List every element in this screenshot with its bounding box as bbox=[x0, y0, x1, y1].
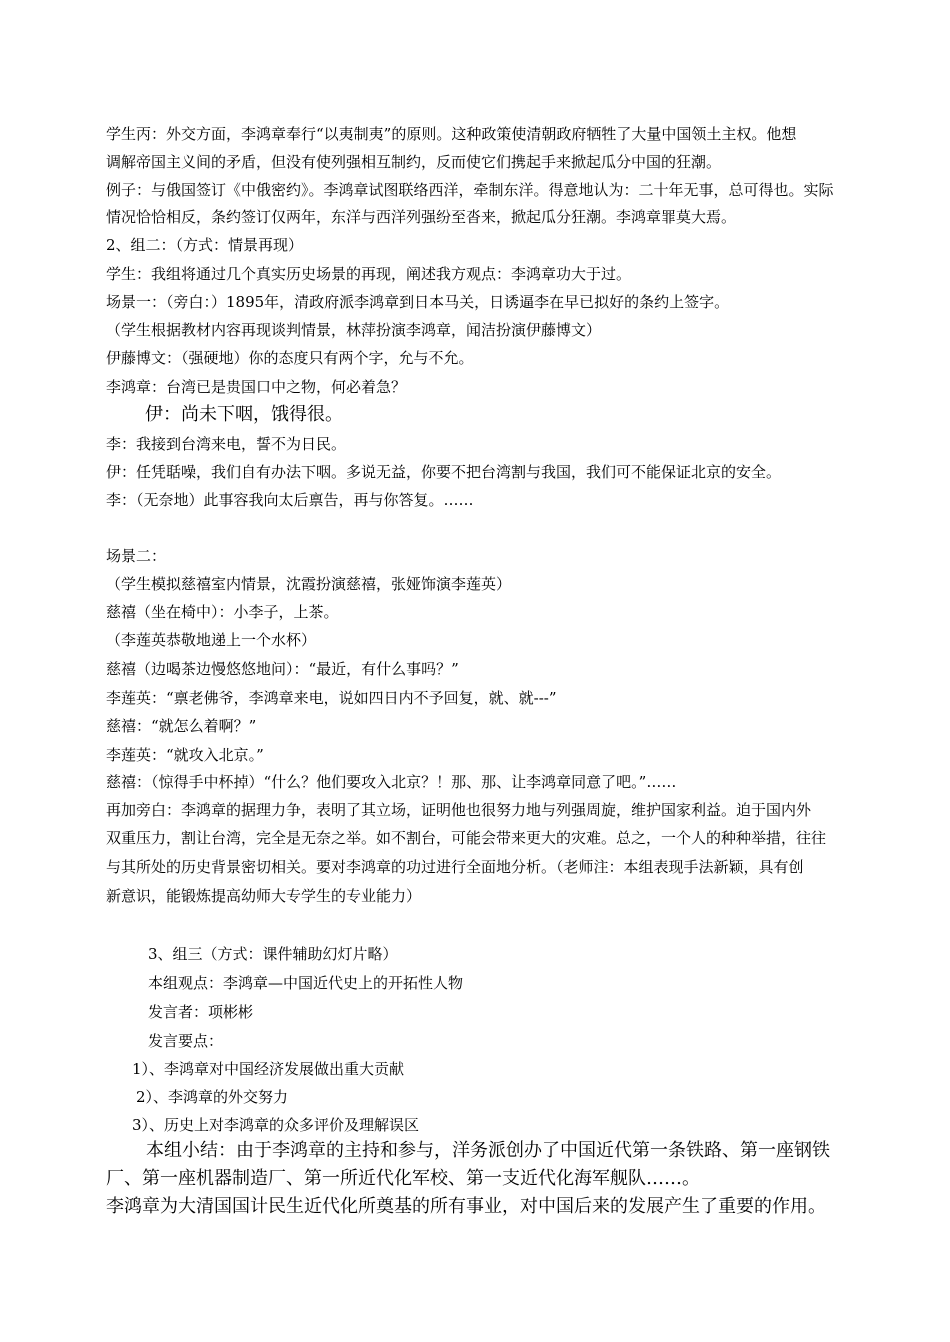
text-line: 李：（无奈地）此事容我向太后禀告，再与你答复。…… bbox=[106, 491, 474, 509]
text-line: 李：我接到台湾来电，誓不为日民。 bbox=[106, 435, 347, 453]
text-line: 厂、第一座机器制造厂、第一所近代化军校、第一支近代化海军舰队……。 bbox=[106, 1168, 700, 1189]
text-line: （学生模拟慈禧室内情景，沈霞扮演慈禧，张娅饰演李莲英） bbox=[106, 575, 512, 593]
text-line: 伊：尚未下咽，饿得很。 bbox=[145, 404, 343, 425]
text-line: 伊：任凭聒噪，我们自有办法下咽。多说无益，你要不把台湾割与我国，我们可不能保证北京的安全。 bbox=[106, 463, 782, 481]
list-item: 3）、历史上对李鸿章的众多评价及理解误区 bbox=[132, 1116, 420, 1134]
text-line: 学生：我组将通过几个真实历史场景的再现，阐述我方观点：李鸿章功大于过。 bbox=[106, 265, 632, 283]
text-line: 场景一：（旁白：）1895年，清政府派李鸿章到日本马关，日诱逼李在早已拟好的条约上签字。 bbox=[106, 293, 730, 311]
list-item: 2）、李鸿章的外交努力 bbox=[136, 1088, 289, 1106]
text-line: 李莲英：“就攻入北京。” bbox=[106, 746, 264, 764]
text-line: 场景二： bbox=[106, 547, 167, 565]
text-line: 双重压力，割让台湾，完全是无奈之举。如不割台，可能会带来更大的灾难。总之，一个人的种种举措，往往 bbox=[106, 829, 827, 847]
text-line: 本组观点：李鸿章—中国近代史上的开拓性人物 bbox=[148, 974, 464, 992]
list-item: 1）、李鸿章对中国经济发展做出重大贡献 bbox=[132, 1060, 405, 1078]
text-line: 与其所处的历史背景密切相关。要对李鸿章的功过进行全面地分析。（老师注：本组表现手法新颖，具有创 bbox=[106, 858, 804, 876]
text-line: 新意识，能锻炼提高幼师大专学生的专业能力） bbox=[106, 887, 422, 905]
text-line: 慈禧（坐在椅中）：小李子，上茶。 bbox=[106, 603, 339, 621]
text-line: 李鸿章为大清国国计民生近代化所奠基的所有事业，对中国后来的发展产生了重要的作用。 bbox=[106, 1196, 826, 1217]
text-line: 李莲英：“禀老佛爷，李鸿章来电，说如四日内不予回复，就、就---” bbox=[106, 689, 557, 707]
text-line: 学生丙：外交方面，李鸿章奉行“以夷制夷”的原则。这种政策使清朝政府牺牲了大量中国领土主权。他想 bbox=[106, 125, 797, 143]
text-line: 情况恰恰相反，条约签订仅两年，东洋与西洋列强纷至沓来，掀起瓜分狂潮。李鸿章罪莫大焉。 bbox=[106, 208, 737, 226]
text-line: 伊藤博文：（强硬地）你的态度只有两个字，允与不允。 bbox=[106, 349, 474, 367]
text-line: （学生根据教材内容再现谈判情景，林萍扮演李鸿章，闻洁扮演伊藤博文） bbox=[106, 321, 602, 339]
text-line: 李鸿章：台湾已是贵国口中之物，何必着急？ bbox=[106, 378, 407, 396]
text-line: 慈禧：“就怎么着啊？” bbox=[106, 717, 257, 735]
text-line: 再加旁白：李鸿章的据理力争，表明了其立场，证明他也很努力地与列强周旋，维护国家利益。迫于国内外 bbox=[106, 801, 812, 819]
section-heading: 3、组三（方式：课件辅助幻灯片略） bbox=[148, 945, 398, 963]
text-line: 慈禧：（惊得手中杯掉）“什么？他们要攻入北京？！那、那、让李鸿章同意了吧。”…… bbox=[106, 773, 677, 791]
section-heading: 2、组二：（方式：情景再现） bbox=[106, 236, 304, 254]
text-line: 例子：与俄国签订《中俄密约》。李鸿章试图联络西洋，牵制东洋。得意地认为：二十年无事，总可得也。实际 bbox=[106, 181, 834, 199]
text-line: 发言者：项彬彬 bbox=[148, 1003, 254, 1021]
text-line: 本组小结：由于李鸿章的主持和参与，洋务派创办了中国近代第一条铁路、第一座钢铁 bbox=[146, 1140, 830, 1161]
text-line: 慈禧（边喝茶边慢悠悠地问）：“最近，有什么事吗？” bbox=[106, 660, 459, 678]
text-line: （李莲英恭敬地递上一个水杯） bbox=[106, 631, 317, 649]
text-line: 发言要点： bbox=[148, 1032, 224, 1050]
text-line: 调解帝国主义间的矛盾，但没有使列强相互制约，反而使它们携起手来掀起瓜分中国的狂潮。 bbox=[106, 153, 722, 171]
